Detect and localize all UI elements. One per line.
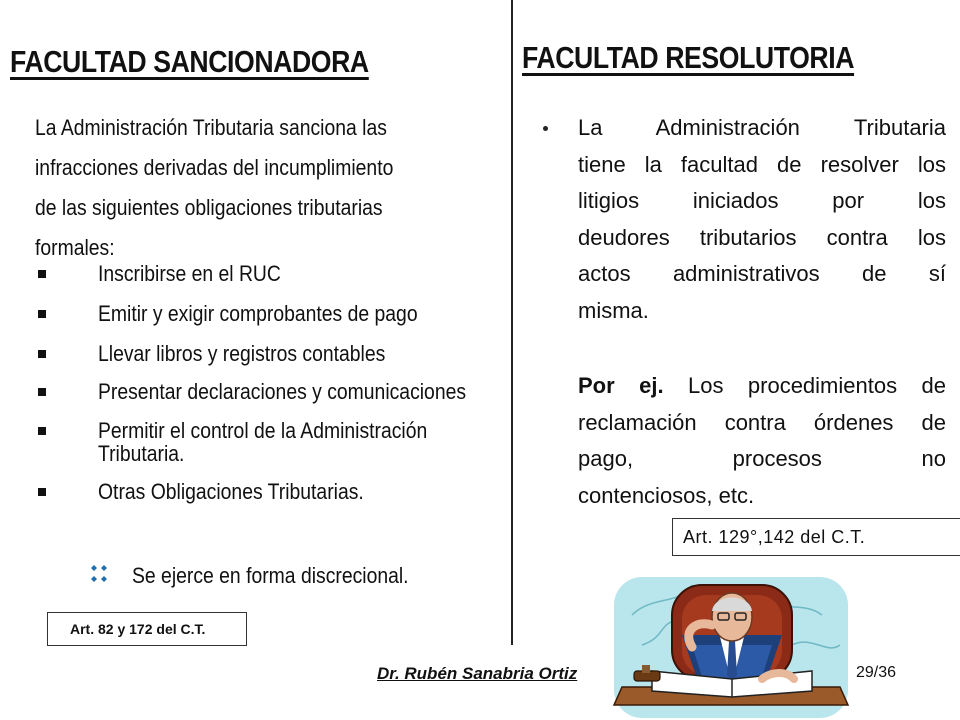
right-example-paragraph: Por ej. Los procedimientos de reclamación contra órdenes de pago, procesos no contenciosos, etc.	[578, 373, 946, 508]
right-title: FACULTAD RESOLUTORIA	[522, 40, 855, 75]
intro-line: infracciones derivadas del incumplimiento	[35, 155, 394, 180]
intro-line: de las siguientes obligaciones tributarias	[35, 195, 383, 220]
example-label: Por ej.	[578, 373, 664, 398]
square-bullet-icon	[38, 427, 46, 435]
square-bullet-icon	[38, 488, 46, 496]
square-bullet-icon	[38, 350, 46, 358]
intro-line: formales:	[35, 235, 115, 260]
right-reference-box: Art. 129°,142 del C.T.	[672, 518, 960, 556]
square-bullet-icon	[38, 310, 46, 318]
list-item: Inscribirse en el RUC	[35, 262, 575, 285]
square-bullet-icon	[38, 388, 46, 396]
list-item: Permitir el control de la Administración Tributaria.	[35, 419, 575, 465]
square-bullet-icon	[38, 270, 46, 278]
list-item: Presentar declaraciones y comunicaciones	[35, 380, 575, 403]
right-paragraph: La Administración Tributaria tiene la facultad de resolver los litigios iniciados por los deudores tributarios contra los actos administrativos de sí misma.	[578, 115, 946, 323]
left-intro	[35, 108, 575, 268]
list-item: Llevar libros y registros contables	[35, 342, 575, 365]
diamond-bullet-icon	[88, 564, 110, 586]
list-item: Otras Obligaciones Tributarias.	[35, 480, 575, 503]
judge-reading-clipart	[612, 575, 850, 720]
obligations-list	[35, 262, 575, 503]
list-item: Emitir y exigir comprobantes de pago	[35, 302, 575, 325]
page-number: 29/36	[856, 664, 897, 681]
intro-line: La Administración Tributaria sanciona las	[35, 115, 387, 140]
round-bullet-icon	[543, 126, 548, 131]
left-reference-box: Art. 82 y 172 del C.T.	[47, 612, 247, 646]
author-name: Dr. Rubén Sanabria Ortiz	[377, 664, 578, 683]
left-title: FACULTAD SANCIONADORA	[10, 44, 369, 79]
